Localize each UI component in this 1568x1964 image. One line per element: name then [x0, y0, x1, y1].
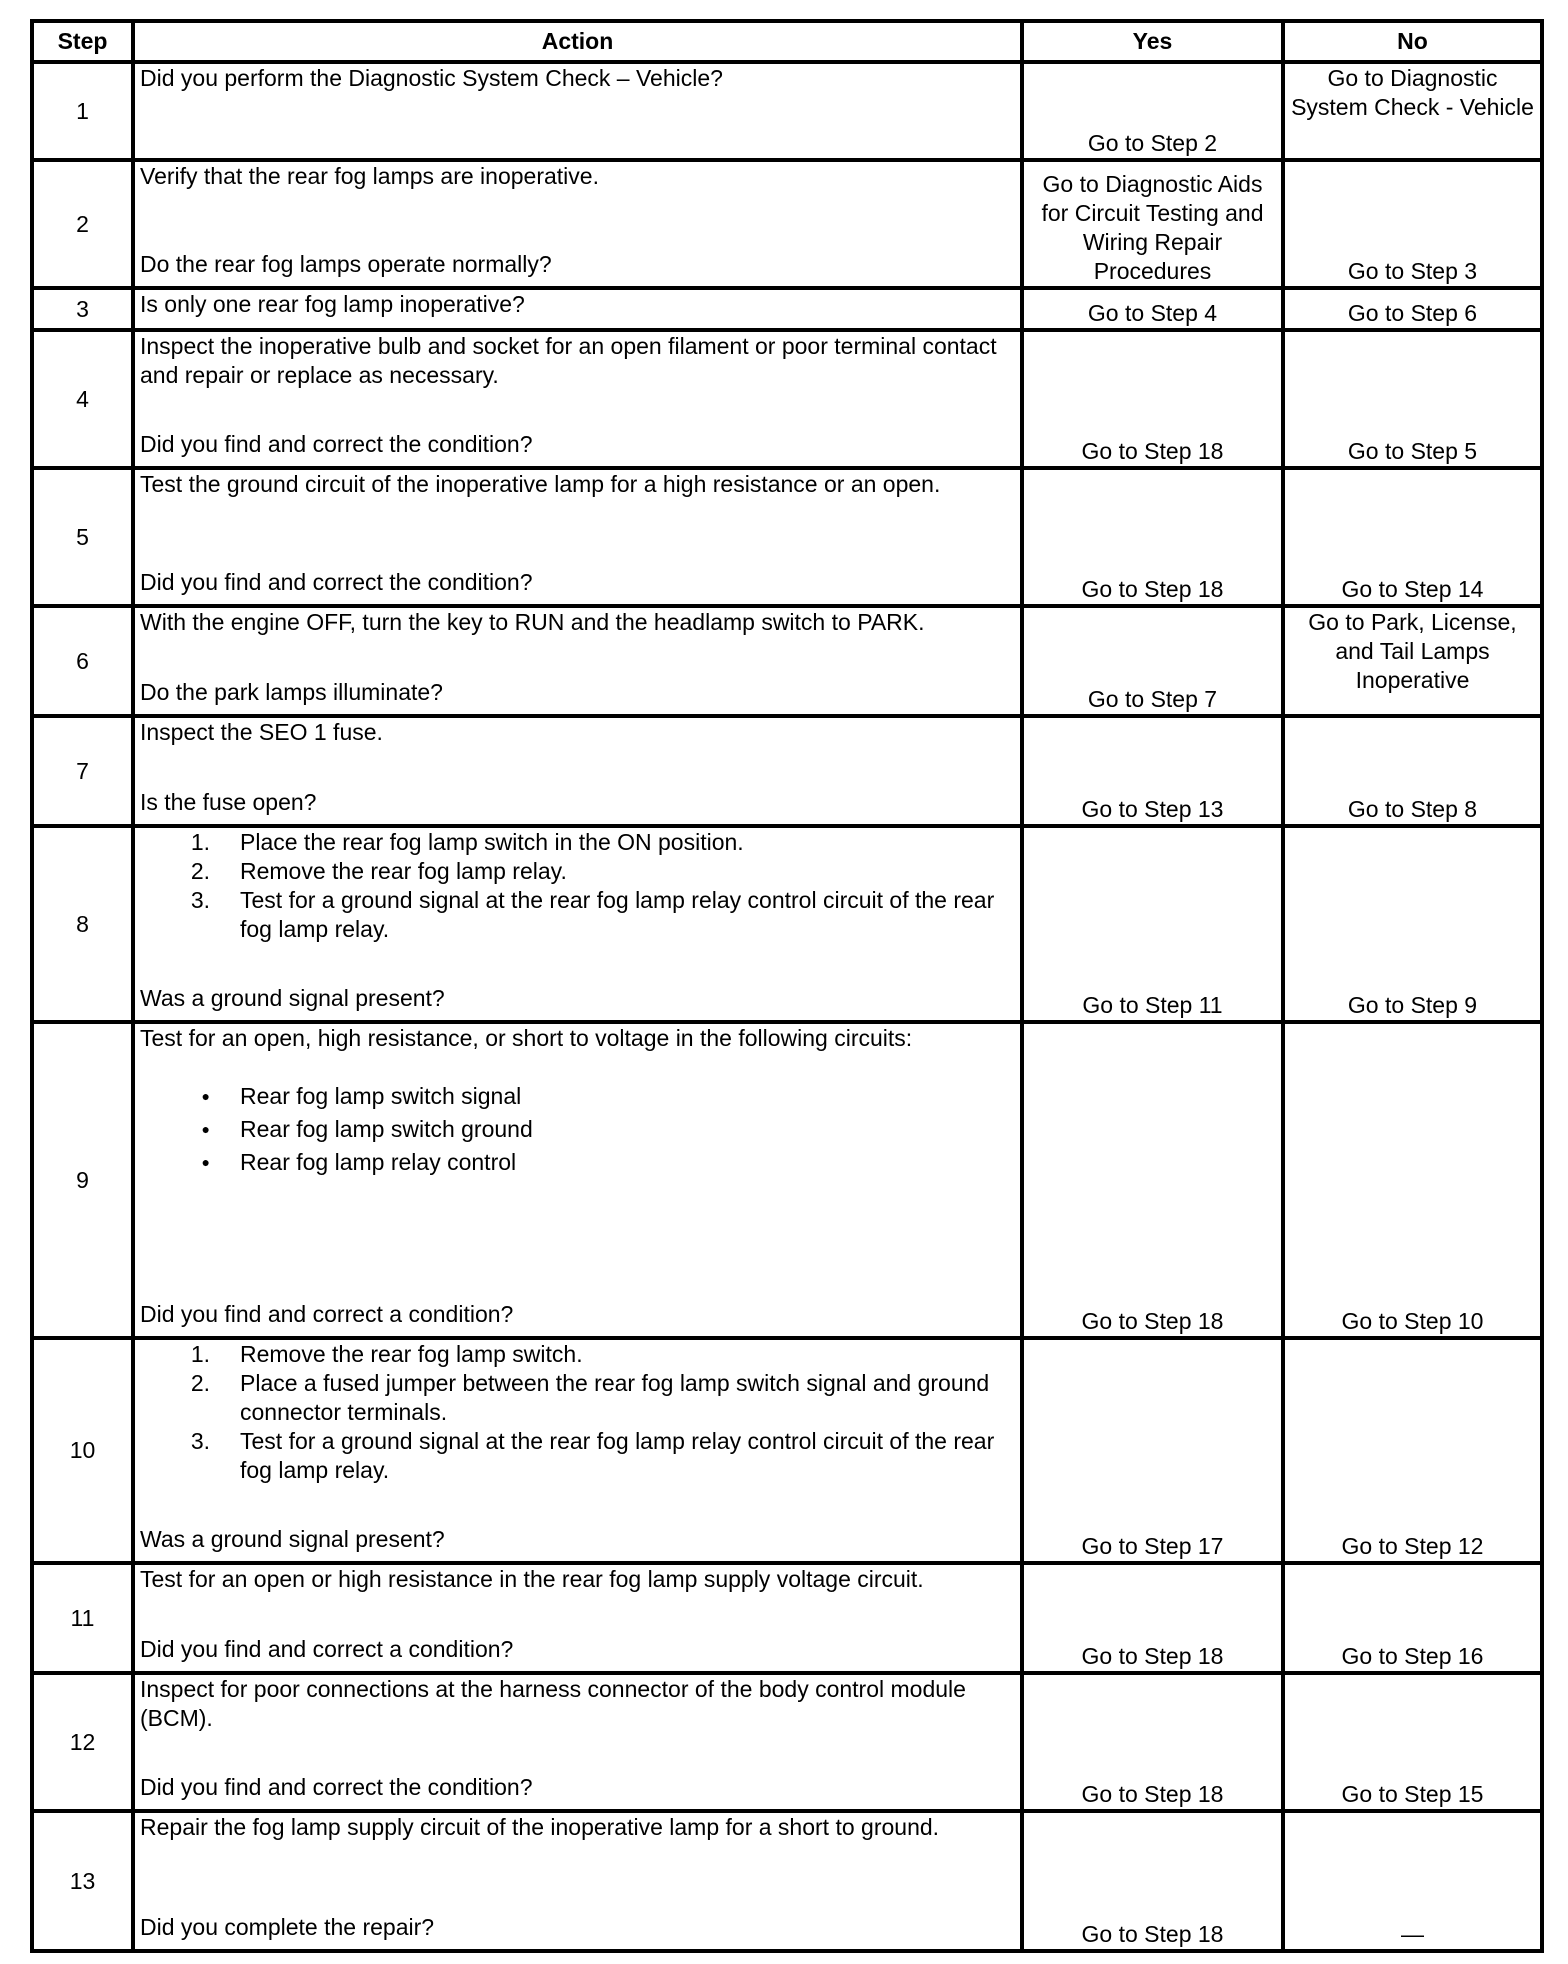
table-row — [32, 62, 1542, 160]
step-number: 4 — [32, 330, 133, 468]
no-result: Go to Step 15 — [1283, 1673, 1542, 1811]
action-question: Did you find and correct the condition? — [140, 431, 533, 457]
bullet-icon: ● — [201, 1121, 210, 1137]
yes-result: Go to Step 18 — [1022, 468, 1283, 606]
circuit-text: Rear fog lamp switch signal — [240, 1083, 522, 1109]
procedure-item — [140, 1340, 1015, 1369]
procedure-number: 3. — [190, 1428, 210, 1454]
action-cell — [133, 330, 1022, 468]
action-question: Did you find and correct a condition? — [140, 1301, 514, 1327]
step-number: 11 — [32, 1563, 133, 1673]
action-cell — [133, 160, 1022, 288]
no-result: Go to Step 14 — [1283, 468, 1542, 606]
action-cell — [133, 826, 1022, 1022]
procedure-text: Place a fused jumper between the rear fog lamp switch signal and ground connector terminals. — [240, 1370, 990, 1425]
action-question: Is only one rear fog lamp inoperative? — [140, 291, 525, 317]
action-instruction: Test for an open or high resistance in the rear fog lamp supply voltage circuit. — [140, 1566, 924, 1592]
action-question: Did you find and correct the condition? — [140, 1774, 533, 1800]
table-row — [32, 1673, 1542, 1811]
yes-result: Go to Step 18 — [1022, 330, 1283, 468]
procedure-text: Remove the rear fog lamp switch. — [240, 1341, 583, 1367]
procedure-text: Test for a ground signal at the rear fog lamp relay control circuit of the rear fog lamp relay. — [240, 887, 995, 942]
circuit-text: Rear fog lamp switch ground — [240, 1116, 533, 1142]
action-question: Do the park lamps illuminate? — [140, 679, 443, 705]
yes-result: Go to Step 18 — [1022, 1022, 1283, 1338]
yes-result: Go to Diagnostic Aids for Circuit Testing and Wiring Repair Procedures — [1022, 160, 1283, 288]
action-cell — [133, 1338, 1022, 1563]
table-body — [32, 62, 1542, 1951]
procedure-number: 3. — [190, 887, 210, 913]
header-step: Step — [32, 21, 133, 62]
yes-result: Go to Step 2 — [1022, 62, 1283, 160]
no-result: Go to Step 12 — [1283, 1338, 1542, 1563]
no-result: Go to Step 9 — [1283, 826, 1542, 1022]
no-result: Go to Step 3 — [1283, 160, 1542, 288]
diagnostic-table — [30, 19, 1544, 1953]
yes-result: Go to Step 13 — [1022, 716, 1283, 826]
step-number: 2 — [32, 160, 133, 288]
yes-result: Go to Step 4 — [1022, 288, 1283, 330]
action-question: Did you find and correct a condition? — [140, 1636, 514, 1662]
table-row — [32, 606, 1542, 716]
procedure-number: 1. — [190, 829, 210, 855]
procedure-item — [140, 1369, 1015, 1427]
step-number: 7 — [32, 716, 133, 826]
procedure-number: 2. — [190, 858, 210, 884]
no-result: Go to Step 16 — [1283, 1563, 1542, 1673]
table-row — [32, 826, 1542, 1022]
step-number: 13 — [32, 1811, 133, 1951]
no-result: Go to Diagnostic System Check - Vehicle — [1283, 62, 1542, 160]
procedure-item — [140, 1427, 1015, 1485]
no-result: Go to Step 6 — [1283, 288, 1542, 330]
action-question: Did you complete the repair? — [140, 1914, 435, 1940]
yes-result: Go to Step 18 — [1022, 1673, 1283, 1811]
no-result: Go to Step 5 — [1283, 330, 1542, 468]
bullet-icon: ● — [201, 1088, 210, 1104]
circuit-item — [140, 1146, 1015, 1179]
step-number: 8 — [32, 826, 133, 1022]
action-instruction: Test for an open, high resistance, or short to voltage in the following circuits: — [140, 1025, 913, 1051]
step-number: 12 — [32, 1673, 133, 1811]
step-number: 9 — [32, 1022, 133, 1338]
circuit-item — [140, 1080, 1015, 1113]
table-row — [32, 1022, 1542, 1338]
procedure-list — [140, 828, 1015, 944]
action-instruction: Inspect the SEO 1 fuse. — [140, 719, 383, 745]
circuit-list — [140, 1080, 1015, 1179]
action-cell — [133, 468, 1022, 606]
action-instruction: Test the ground circuit of the inoperative lamp for a high resistance or an open. — [140, 471, 941, 497]
action-instruction: Inspect for poor connections at the harness connector of the body control module (BCM). — [140, 1676, 966, 1731]
table-row — [32, 1811, 1542, 1951]
step-number: 5 — [32, 468, 133, 606]
procedure-text: Remove the rear fog lamp relay. — [240, 858, 567, 884]
action-cell — [133, 716, 1022, 826]
action-question: Did you perform the Diagnostic System Check – Vehicle? — [140, 65, 723, 91]
action-cell — [133, 62, 1022, 160]
step-number: 6 — [32, 606, 133, 716]
step-number: 10 — [32, 1338, 133, 1563]
header-yes: Yes — [1022, 21, 1283, 62]
table-row — [32, 288, 1542, 330]
header-action: Action — [133, 21, 1022, 62]
procedure-item — [140, 857, 1015, 886]
procedure-text: Place the rear fog lamp switch in the ON position. — [240, 829, 744, 855]
table-row — [32, 468, 1542, 606]
step-number: 1 — [32, 62, 133, 160]
step-number: 3 — [32, 288, 133, 330]
circuit-text: Rear fog lamp relay control — [240, 1149, 517, 1175]
procedure-item — [140, 828, 1015, 857]
yes-result: Go to Step 11 — [1022, 826, 1283, 1022]
yes-result: Go to Step 18 — [1022, 1811, 1283, 1951]
yes-result: Go to Step 18 — [1022, 1563, 1283, 1673]
action-cell — [133, 1022, 1022, 1338]
action-cell — [133, 1811, 1022, 1951]
procedure-text: Test for a ground signal at the rear fog lamp relay control circuit of the rear fog lamp relay. — [240, 1428, 995, 1483]
header-no: No — [1283, 21, 1542, 62]
action-instruction: With the engine OFF, turn the key to RUN and the headlamp switch to PARK. — [140, 609, 925, 635]
table-row — [32, 330, 1542, 468]
action-cell — [133, 1563, 1022, 1673]
procedure-number: 2. — [190, 1370, 210, 1396]
action-cell — [133, 288, 1022, 330]
no-result: Go to Step 8 — [1283, 716, 1542, 826]
no-result: Go to Step 10 — [1283, 1022, 1542, 1338]
action-cell — [133, 1673, 1022, 1811]
header-row — [32, 21, 1542, 62]
yes-result: Go to Step 17 — [1022, 1338, 1283, 1563]
table-row — [32, 1563, 1542, 1673]
no-result: Go to Park, License, and Tail Lamps Inoperative — [1283, 606, 1542, 716]
action-cell — [133, 606, 1022, 716]
action-question: Was a ground signal present? — [140, 985, 445, 1011]
bullet-icon: ● — [201, 1154, 210, 1170]
table-row — [32, 1338, 1542, 1563]
no-result: — — [1283, 1811, 1542, 1951]
action-question: Was a ground signal present? — [140, 1526, 445, 1552]
action-instruction: Verify that the rear fog lamps are inoperative. — [140, 163, 599, 189]
procedure-number: 1. — [190, 1341, 210, 1367]
procedure-item — [140, 886, 1015, 944]
table-row — [32, 716, 1542, 826]
action-instruction: Repair the fog lamp supply circuit of the inoperative lamp for a short to ground. — [140, 1814, 940, 1840]
yes-result: Go to Step 7 — [1022, 606, 1283, 716]
action-question: Do the rear fog lamps operate normally? — [140, 251, 552, 277]
table-row — [32, 160, 1542, 288]
action-instruction: Inspect the inoperative bulb and socket for an open filament or poor terminal contact and repair or replace as necessary. — [140, 333, 997, 388]
procedure-list — [140, 1340, 1015, 1485]
circuit-item — [140, 1113, 1015, 1146]
action-question: Did you find and correct the condition? — [140, 569, 533, 595]
action-question: Is the fuse open? — [140, 789, 317, 815]
